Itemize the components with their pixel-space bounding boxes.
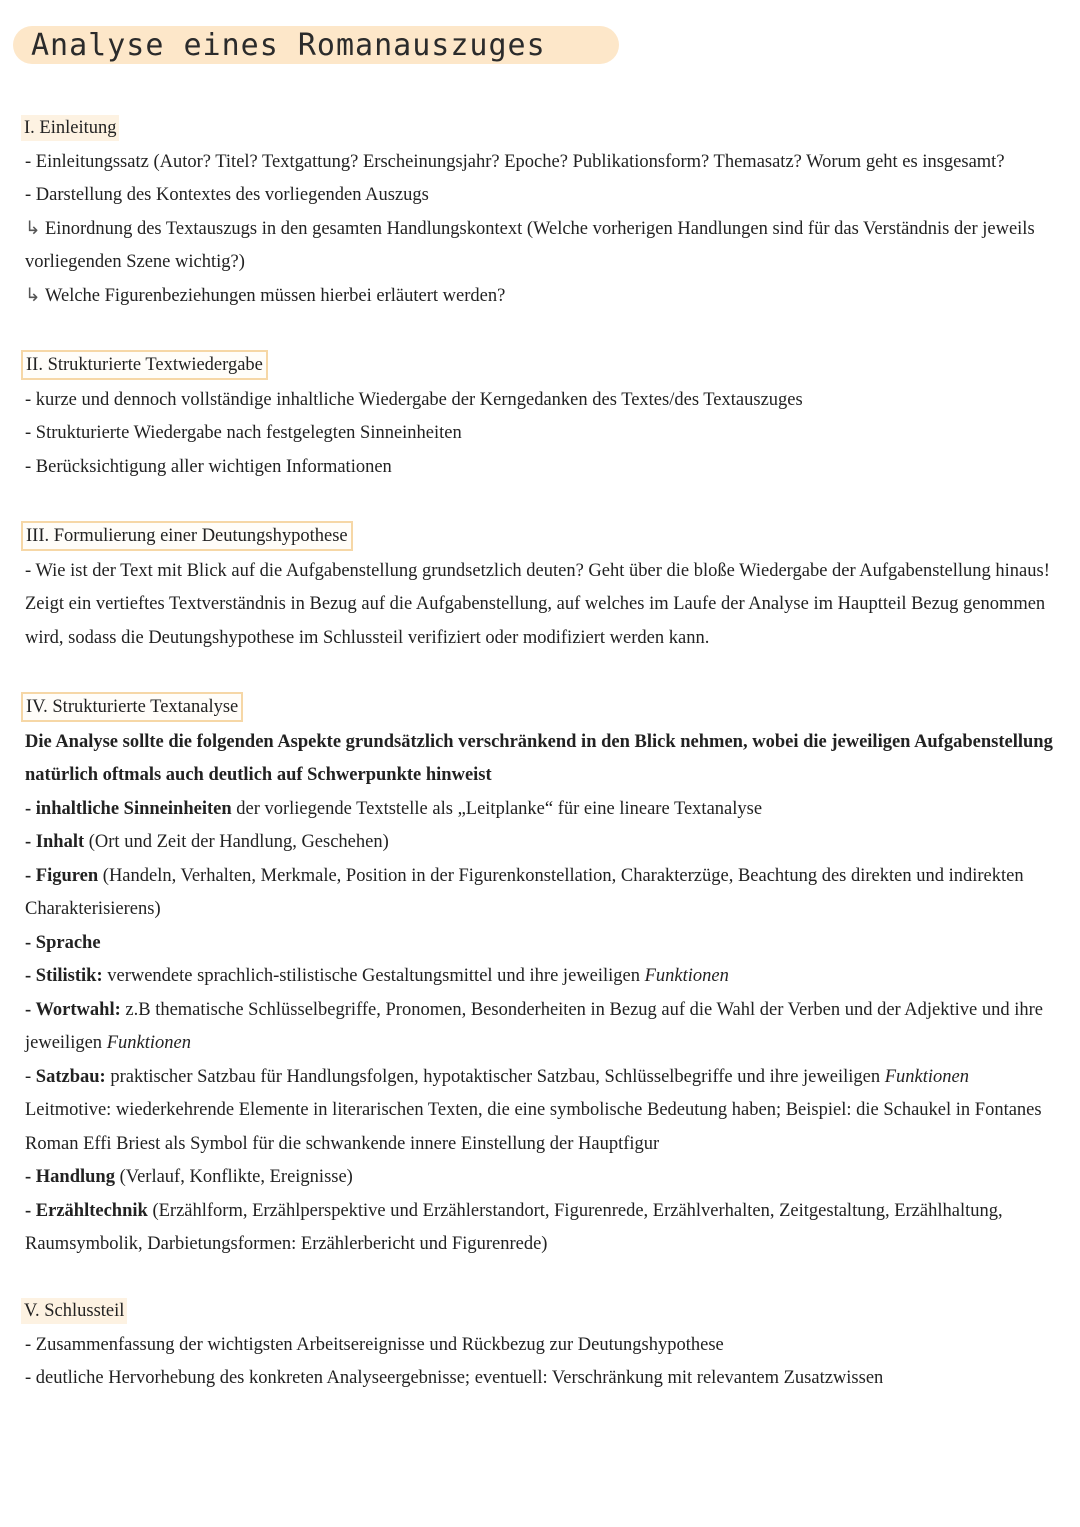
section-heading: I. Einleitung <box>21 115 119 141</box>
section-textanalyse <box>25 689 1055 1262</box>
section-heading: V. Schlussteil <box>21 1298 127 1324</box>
text-line: - Strukturierte Wiedergabe nach festgelegten Sinneinheiten <box>25 423 462 443</box>
section-heading: IV. Strukturierte Textanalyse <box>21 692 243 722</box>
list-item: - Handlung (Verlauf, Konflikte, Ereignisse) <box>25 1167 353 1187</box>
text-line: - Darstellung des Kontextes des vorliegenden Auszugs <box>25 185 429 205</box>
list-item: - Figuren (Handeln, Verhalten, Merkmale, Position in der Figurenkonstellation, Charakterzüge, Beachtung des direkten und indirekten Charakterisierens) <box>25 865 1024 919</box>
arrow-right-icon: ↳ <box>25 218 41 239</box>
list-item: Leitmotive: wiederkehrende Elemente in literarischen Texten, die eine symbolische Bedeutung haben; Beispiel: die Schaukel in Fontanes Roman Effi Briest als Symbol für die schwankende innere Einstellung der Hauptfigur <box>25 1100 1042 1154</box>
list-item: - inhaltliche Sinneinheiten der vorliegende Textstelle als „Leitplanke“ für eine lineare Textanalyse <box>25 798 763 819</box>
text-paragraph: - Wie ist der Text mit Blick auf die Aufgabenstellung grundsetzlich deuten? Geht über die bloße Wiedergabe der Aufgabenstellung hinaus! Zeigt ein vertieftes Textverständnis in Bezug auf die Aufgabenstellung, auf welches im Laufe der Analyse im Hauptteil Bezug genommen wird, sodass die Deutungshypothese im Schlussteil verifiziert oder modifiziert werden kann. <box>25 560 1050 648</box>
text-line: - Zusammenfassung der wichtigsten Arbeitsereignisse und Rückbezug zur Deutungshypothese <box>25 1334 724 1355</box>
document-body <box>25 112 1055 1429</box>
section-deutungshypothese <box>25 518 1055 656</box>
section-einleitung <box>25 112 1055 313</box>
list-item: - Erzähltechnik (Erzählform, Erzählperspektive und Erzählerstandort, Figurenrede, Erzählverhalten, Zeitgestaltung, Erzählhaltung, Raumsymbolik, Darbietungsformen: Erzählerbericht und Figurenrede) <box>25 1200 1003 1254</box>
arrow-right-icon: ↳ <box>25 285 41 306</box>
text-line: - deutliche Hervorhebung des konkreten Analyseergebnisse; eventuell: Verschränkung mit relevantem Zusatzwissen <box>25 1368 884 1388</box>
section-textwiedergabe <box>25 347 1055 485</box>
list-item: - Satzbau: praktischer Satzbau für Handlungsfolgen, hypotaktischer Satzbau, Schlüsselbegriffe und ihre jeweiligen Funktionen <box>25 1066 969 1087</box>
text-line: - kurze und dennoch vollständige inhaltliche Wiedergabe der Kerngedanken des Textes/des Textauszuges <box>25 389 803 410</box>
text-line: - Einleitungssatz (Autor? Titel? Textgattung? Erscheinungsjahr? Epoche? Publikationsform? Themasatz? Worum geht es insgesamt? <box>25 151 1005 172</box>
section-schlussteil <box>25 1295 1055 1396</box>
section-heading: II. Strukturierte Textwiedergabe <box>21 350 268 380</box>
text-line: ↳ Welche Figurenbeziehungen müssen hierbei erläutert werden? <box>25 280 1055 314</box>
list-item: - Wortwahl: z.B thematische Schlüsselbegriffe, Pronomen, Besonderheiten in Bezug auf die Wahl der Verben und der Adjektive und ihre jeweiligen Funktionen <box>25 999 1044 1053</box>
list-item: - Sprache <box>25 932 101 953</box>
list-item: - Inhalt (Ort und Zeit der Handlung, Geschehen) <box>25 832 389 852</box>
text-line: - Berücksichtigung aller wichtigen Informationen <box>25 456 392 477</box>
text-line: ↳ Einordnung des Textauszugs in den gesamten Handlungskontext (Welche vorherigen Handlungen sind für das Verständnis der jeweils vorliegenden Szene wichtig?) <box>25 213 1055 280</box>
intro-text: Die Analyse sollte die folgenden Aspekte grundsätzlich verschränkend in den Blick nehmen, wobei die jeweiligen Aufgabenstellung natürlich oftmals auch deutlich auf Schwerpunkte hinweist <box>25 731 1053 785</box>
page-title: Analyse eines Romanauszuges <box>31 28 546 63</box>
list-item: - Stilistik: verwendete sprachlich-stilistische Gestaltungsmittel und ihre jeweiligen Funktionen <box>25 966 729 986</box>
section-heading: III. Formulierung einer Deutungshypothese <box>21 521 353 551</box>
